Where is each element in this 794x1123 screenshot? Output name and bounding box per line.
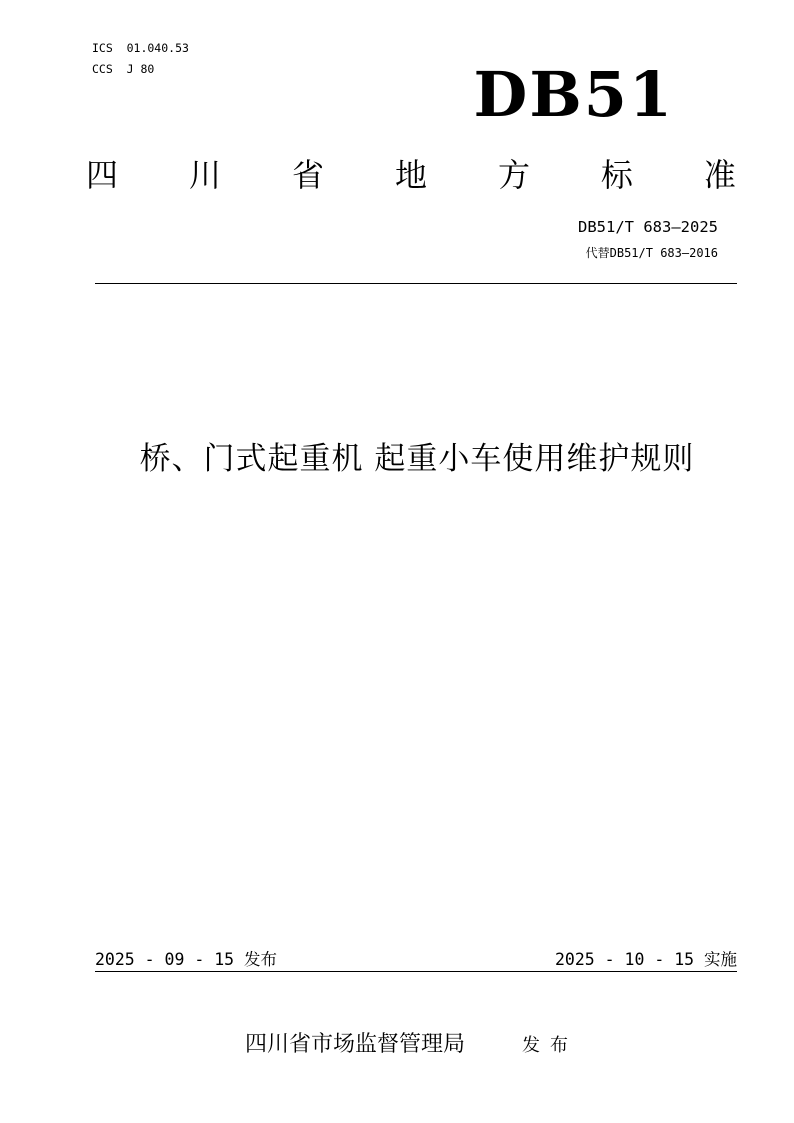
standard-type-char: 标 bbox=[600, 156, 633, 194]
publish-date: 2025 - 09 - 15 发布 bbox=[95, 950, 278, 969]
standard-type-char: 省 bbox=[291, 156, 324, 194]
standard-type-char: 地 bbox=[394, 156, 427, 194]
standard-type-char: 准 bbox=[703, 156, 736, 194]
replaces-note: 代替DB51/T 683—2016 bbox=[585, 246, 718, 260]
standard-type-char: 川 bbox=[188, 156, 221, 194]
issuing-authority: 四川省市场监督管理局 bbox=[245, 1032, 466, 1057]
issue-label: 发布 bbox=[522, 1035, 578, 1056]
ics-code: ICS 01.040.53 bbox=[92, 41, 189, 55]
footer-divider bbox=[95, 971, 737, 972]
implement-date: 2025 - 10 - 15 实施 bbox=[554, 950, 737, 969]
document-title: 桥、门式起重机 起重小车使用维护规则 bbox=[139, 441, 695, 477]
classification-codes bbox=[92, 38, 189, 80]
standard-type-heading bbox=[86, 150, 736, 196]
header-divider bbox=[95, 283, 737, 284]
standard-type-char: 方 bbox=[497, 156, 530, 194]
document-number: DB51/T 683—2025 bbox=[578, 218, 718, 236]
standard-type-char: 四 bbox=[86, 156, 119, 194]
standard-logo: DB51 bbox=[473, 58, 674, 131]
ccs-code: CCS J 80 bbox=[92, 62, 155, 76]
